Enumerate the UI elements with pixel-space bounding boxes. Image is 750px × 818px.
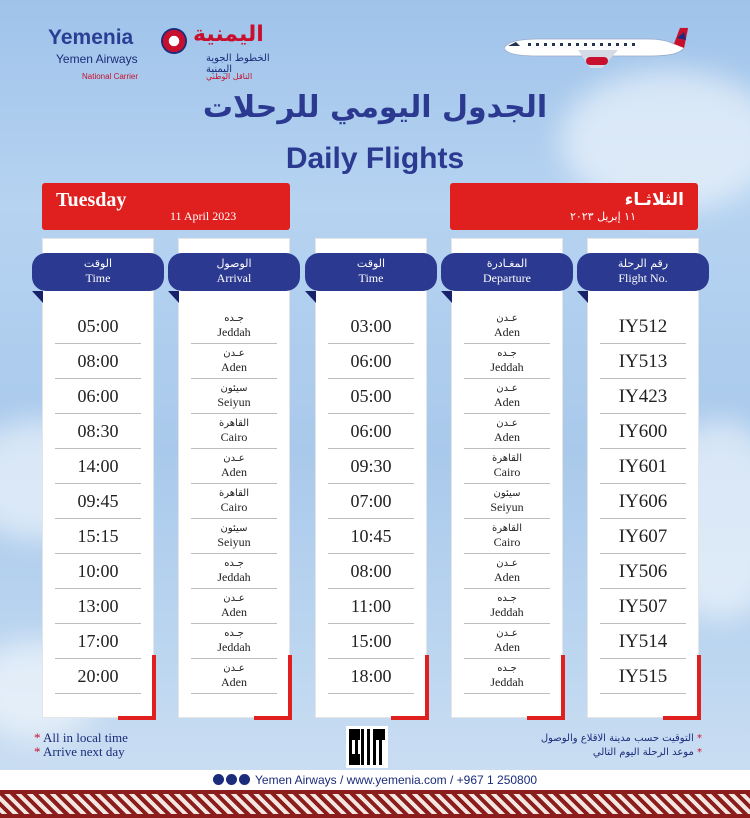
departure-city-en: Cairo <box>493 465 521 479</box>
departure-time: 06:00 <box>350 351 392 371</box>
arrival-time: 08:00 <box>77 351 119 371</box>
table-row <box>55 379 141 414</box>
table-row <box>55 624 141 659</box>
table-row <box>191 554 277 589</box>
arrival-city-en: Aden <box>221 675 247 689</box>
arrival-city-en: Seiyun <box>217 395 251 409</box>
header-en: Arrival <box>216 271 252 285</box>
table-row <box>464 624 550 659</box>
table-row <box>600 344 686 379</box>
table-row <box>328 484 414 519</box>
table-row <box>600 379 686 414</box>
departure-city-en: Jeddah <box>490 675 524 689</box>
departure-time: 15:00 <box>350 631 392 651</box>
carrier-label-en: National Carrier <box>82 72 139 81</box>
table-row <box>191 659 277 694</box>
table-row <box>328 309 414 344</box>
yemenia-logo <box>48 22 298 86</box>
table-row <box>328 344 414 379</box>
departure-time: 03:00 <box>350 316 392 336</box>
departure-city-ar: عـدن <box>496 628 518 639</box>
arrival-city-en: Jeddah <box>217 570 251 584</box>
departure-city-ar: عـدن <box>496 383 518 394</box>
table-row <box>55 519 141 554</box>
brand-name-en: Yemenia <box>48 26 134 49</box>
table-row <box>55 344 141 379</box>
emblem-icon <box>161 28 187 54</box>
arrival-time: 13:00 <box>77 596 119 616</box>
table-row <box>191 309 277 344</box>
departure-city-ar: جـده <box>497 663 517 674</box>
table-row <box>464 519 550 554</box>
arrival-time: 20:00 <box>77 666 119 686</box>
departure-column <box>451 238 563 718</box>
arrival-city-ar: القاهرة <box>219 488 249 499</box>
departure-city-ar: عـدن <box>496 558 518 569</box>
departure-time: 08:00 <box>350 561 392 581</box>
arrival-column <box>178 238 290 718</box>
date-banner-ar <box>450 183 698 230</box>
departure-city-en: Jeddah <box>490 360 524 374</box>
flight-number: IY607 <box>618 526 668 547</box>
departure-time: 07:00 <box>350 491 392 511</box>
departure-time: 05:00 <box>350 386 392 406</box>
day-label-en: Tuesday <box>56 189 127 211</box>
arrival-time: 09:45 <box>77 491 119 511</box>
departure-city-en: Seiyun <box>490 500 524 514</box>
arrival-city-en: Aden <box>221 605 247 619</box>
departure-city-en: Aden <box>494 640 520 654</box>
header-ar: الوقت <box>356 257 386 270</box>
departure-city-ar: سيئون <box>493 488 521 499</box>
table-row <box>191 624 277 659</box>
header-ar: رقم الرحلة <box>617 257 669 270</box>
arrival-city-en: Cairo <box>220 430 248 444</box>
day-label-ar: الثلاثـاء <box>624 190 684 210</box>
arrival-city-en: Seiyun <box>217 535 251 549</box>
facebook-icon[interactable] <box>239 774 250 785</box>
departure-city-ar: جـده <box>497 348 517 359</box>
header-en: Time <box>358 271 384 285</box>
date-banner-en <box>42 183 290 230</box>
note-local-time-ar: التوقيت حسب مدينة الاقلاع والوصول <box>540 733 694 744</box>
flight-number-column <box>587 238 699 718</box>
table-row <box>55 449 141 484</box>
arrival-city-ar: القاهرة <box>219 418 249 429</box>
table-row <box>328 659 414 694</box>
flight-number: IY513 <box>618 351 668 372</box>
arrival-time: 05:00 <box>77 316 119 336</box>
table-row <box>600 449 686 484</box>
arrival-city-ar: جـده <box>224 558 244 569</box>
flight-number: IY506 <box>618 561 668 582</box>
contact-info: Yemen Airways / www.yemenia.com / +967 1 250800 <box>255 773 538 787</box>
arrival-time-column <box>42 238 154 718</box>
departure-city-en: Cairo <box>493 535 521 549</box>
header-en: Departure <box>483 271 531 285</box>
departure-city-en: Aden <box>494 325 520 339</box>
arrival-city-en: Aden <box>221 360 247 374</box>
table-row <box>464 379 550 414</box>
table-row <box>55 309 141 344</box>
table-row <box>328 589 414 624</box>
column-header <box>168 253 300 291</box>
departure-city-ar: القاهرة <box>492 523 522 534</box>
notes-en: * All in local time * Arrive next day <box>34 730 128 759</box>
table-row <box>464 589 550 624</box>
flight-number: IY423 <box>618 386 668 407</box>
note-local-time-en: All in local time <box>43 730 128 745</box>
table-row <box>55 659 141 694</box>
arrival-time: 06:00 <box>77 386 119 406</box>
page-title-en: Daily Flights <box>285 142 465 175</box>
note-next-day-ar: موعد الرحلة اليوم التالي <box>592 747 694 758</box>
table-row <box>600 414 686 449</box>
header-en: Time <box>85 271 111 285</box>
departure-time: 18:00 <box>350 666 392 686</box>
departure-time: 09:30 <box>350 456 392 476</box>
flight-number: IY600 <box>618 421 668 442</box>
arrival-city-ar: جـده <box>224 628 244 639</box>
brand-name-ar: اليمنية <box>193 22 264 47</box>
table-row <box>191 379 277 414</box>
decorative-pattern <box>0 790 750 818</box>
table-row <box>600 484 686 519</box>
table-row <box>464 344 550 379</box>
arrival-city-ar: سيئون <box>220 523 248 534</box>
table-row <box>328 519 414 554</box>
arrival-city-ar: عـدن <box>223 453 245 464</box>
departure-time: 06:00 <box>350 421 392 441</box>
table-row <box>328 624 414 659</box>
arrival-time: 10:00 <box>77 561 119 581</box>
airplane-icon <box>498 24 688 72</box>
qr-code[interactable] <box>346 726 388 768</box>
arrival-city-en: Cairo <box>220 500 248 514</box>
table-row <box>464 414 550 449</box>
table-row <box>464 309 550 344</box>
table-row <box>191 344 277 379</box>
contact-bar <box>0 770 750 790</box>
table-row <box>600 659 686 694</box>
table-row <box>328 449 414 484</box>
departure-city-en: Aden <box>494 430 520 444</box>
table-row <box>600 624 686 659</box>
departure-city-ar: جـده <box>497 593 517 604</box>
table-row <box>600 589 686 624</box>
header-en: Flight No. <box>618 271 668 285</box>
date-label-en: 11 April 2023 <box>170 209 237 223</box>
notes-ar: التوقيت حسب مدينة الاقلاع والوصول * موعد الرحلة اليوم التالي * <box>540 733 702 758</box>
departure-city-ar: عـدن <box>496 313 518 324</box>
table-row <box>191 589 277 624</box>
table-row <box>600 519 686 554</box>
flight-number: IY601 <box>618 456 668 477</box>
flight-number: IY514 <box>618 631 668 652</box>
departure-time-column <box>315 238 427 718</box>
header-ar: المغـادرة <box>486 257 528 270</box>
brand-sub-ar: الخطوط الجوية اليمنية <box>206 53 270 75</box>
table-row <box>600 309 686 344</box>
column-header <box>441 253 573 291</box>
departure-city-en: Jeddah <box>490 605 524 619</box>
twitter-icon[interactable] <box>226 774 237 785</box>
table-row <box>191 519 277 554</box>
table-row <box>191 414 277 449</box>
table-row <box>55 554 141 589</box>
table-row <box>191 484 277 519</box>
carrier-label-ar: الناقل الوطني <box>206 72 253 81</box>
table-row <box>55 484 141 519</box>
arrival-city-ar: عـدن <box>223 348 245 359</box>
table-row <box>55 414 141 449</box>
column-header <box>305 253 437 291</box>
flight-number: IY507 <box>618 596 668 617</box>
instagram-icon[interactable] <box>213 774 224 785</box>
arrival-city-en: Jeddah <box>217 325 251 339</box>
table-row <box>328 554 414 589</box>
table-row <box>191 449 277 484</box>
table-row <box>464 449 550 484</box>
brand-sub-en: Yemen Airways <box>56 52 138 66</box>
table-row <box>464 554 550 589</box>
arrival-city-ar: سيئون <box>220 383 248 394</box>
arrival-city-ar: عـدن <box>223 663 245 674</box>
table-row <box>464 659 550 694</box>
arrival-city-ar: جـده <box>224 313 244 324</box>
arrival-time: 17:00 <box>77 631 119 651</box>
table-row <box>464 484 550 519</box>
departure-city-en: Aden <box>494 395 520 409</box>
arrival-city-en: Jeddah <box>217 640 251 654</box>
page-title-ar: الجدول اليومي للرحلات <box>202 90 548 125</box>
header-ar: الوصول <box>216 257 252 270</box>
arrival-time: 08:30 <box>77 421 119 441</box>
flight-number: IY606 <box>618 491 668 512</box>
column-header <box>577 253 709 291</box>
departure-time: 11:00 <box>350 596 392 616</box>
table-row <box>600 554 686 589</box>
arrival-city-en: Aden <box>221 465 247 479</box>
table-row <box>328 414 414 449</box>
flight-number: IY515 <box>618 666 668 687</box>
departure-city-ar: القاهرة <box>492 453 522 464</box>
arrival-time: 14:00 <box>77 456 119 476</box>
table-row <box>55 589 141 624</box>
arrival-city-ar: عـدن <box>223 593 245 604</box>
column-header <box>32 253 164 291</box>
flight-number: IY512 <box>618 316 668 337</box>
date-label-ar: ١١ إبريل ٢٠٢٣ <box>569 210 636 223</box>
departure-city-en: Aden <box>494 570 520 584</box>
departure-time: 10:45 <box>350 526 392 546</box>
table-row <box>328 379 414 414</box>
header-ar: الوقت <box>83 257 113 270</box>
departure-city-ar: عـدن <box>496 418 518 429</box>
arrival-time: 15:15 <box>77 526 119 546</box>
note-next-day-en: Arrive next day <box>43 744 125 759</box>
